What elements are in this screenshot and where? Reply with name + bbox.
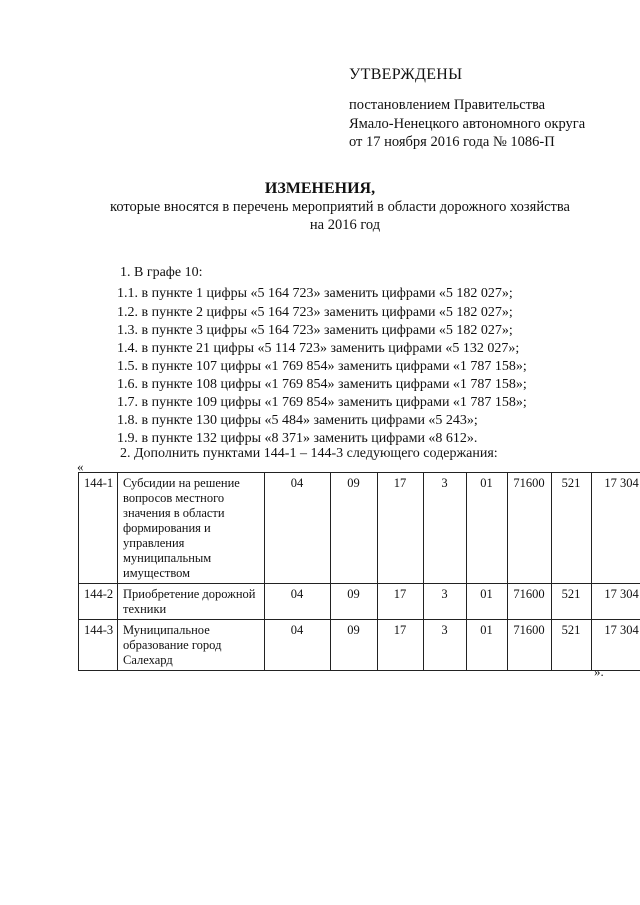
- row-number-cell: 144-1: [79, 473, 118, 584]
- document-subtitle: на 2016 год: [309, 217, 381, 233]
- table-cell: 04: [265, 473, 331, 584]
- table-cell: 71600: [508, 620, 552, 671]
- table-cell: 01: [467, 473, 508, 584]
- table-cell: 04: [265, 620, 331, 671]
- table-cell: 3: [424, 620, 467, 671]
- table-row: [79, 473, 640, 584]
- row-number-cell: 144-3: [79, 620, 118, 671]
- approval-line: постановлением Правительства: [349, 97, 546, 113]
- list-item: 1.9. в пункте 132 цифры «8 371» заменить цифрами «8 612».: [117, 431, 478, 446]
- approval-date-line: от 17 ноября 2016 года № 1086-П: [349, 134, 555, 150]
- table-cell: 09: [331, 584, 378, 620]
- list-item: 1.1. в пункте 1 цифры «5 164 723» заменить цифрами «5 182 027»;: [117, 286, 513, 301]
- table-cell: 3: [424, 473, 467, 584]
- table-cell: 521: [552, 584, 592, 620]
- table-cell: 71600: [508, 584, 552, 620]
- table-cell: 521: [552, 620, 592, 671]
- row-number-cell: 144-2: [79, 584, 118, 620]
- list-item: 1.7. в пункте 109 цифры «1 769 854» заменить цифрами «1 787 158»;: [117, 395, 527, 410]
- table-cell: 17 304: [592, 584, 640, 620]
- document-title: ИЗМЕНЕНИЯ,: [264, 180, 376, 197]
- row-name-cell: Субсидии на решение вопросов местного значения в области формирования и управления муниципальным имуществом: [118, 473, 265, 584]
- approval-heading: УТВЕРЖДЕНЫ: [349, 66, 463, 83]
- table-cell: 09: [331, 473, 378, 584]
- additions-table: [78, 472, 640, 671]
- list-item: 1.3. в пункте 3 цифры «5 164 723» заменить цифрами «5 182 027»;: [117, 323, 513, 338]
- closing-quote: ».: [594, 664, 604, 679]
- list-item: 1.5. в пункте 107 цифры «1 769 854» заменить цифрами «1 787 158»;: [117, 359, 527, 374]
- table-cell: 17 304: [592, 620, 640, 671]
- table-cell: 17 304: [592, 473, 640, 584]
- table-cell: 521: [552, 473, 592, 584]
- list-item: 1.2. в пункте 2 цифры «5 164 723» заменить цифрами «5 182 027»;: [117, 305, 513, 320]
- row-name-cell: Приобретение дорожной техники: [118, 584, 265, 620]
- table-cell: 01: [467, 584, 508, 620]
- document-subtitle: которые вносятся в перечень мероприятий в области дорожного хозяйства: [110, 199, 570, 215]
- table-cell: 17: [378, 620, 424, 671]
- table-row: [79, 620, 640, 671]
- table-cell: 17: [378, 473, 424, 584]
- list-item: 1.4. в пункте 21 цифры «5 114 723» заменить цифрами «5 132 027»;: [117, 341, 520, 356]
- table-cell: 3: [424, 584, 467, 620]
- list-item: 1.6. в пункте 108 цифры «1 769 854» заменить цифрами «1 787 158»;: [117, 377, 527, 392]
- approval-line: Ямало-Ненецкого автономного округа: [349, 116, 586, 132]
- opening-quote: «: [77, 459, 84, 474]
- row-name-cell: Муниципальное образование город Салехард: [118, 620, 265, 671]
- table-cell: 04: [265, 584, 331, 620]
- section-2-heading: 2. Дополнить пунктами 144-1 – 144-3 следующего содержания:: [120, 446, 498, 461]
- table-cell: 71600: [508, 473, 552, 584]
- table-cell: 01: [467, 620, 508, 671]
- table-cell: 17: [378, 584, 424, 620]
- section-1-heading: 1. В графе 10:: [120, 265, 203, 280]
- table-row: [79, 584, 640, 620]
- list-item: 1.8. в пункте 130 цифры «5 484» заменить цифрами «5 243»;: [117, 413, 478, 428]
- table-cell: 09: [331, 620, 378, 671]
